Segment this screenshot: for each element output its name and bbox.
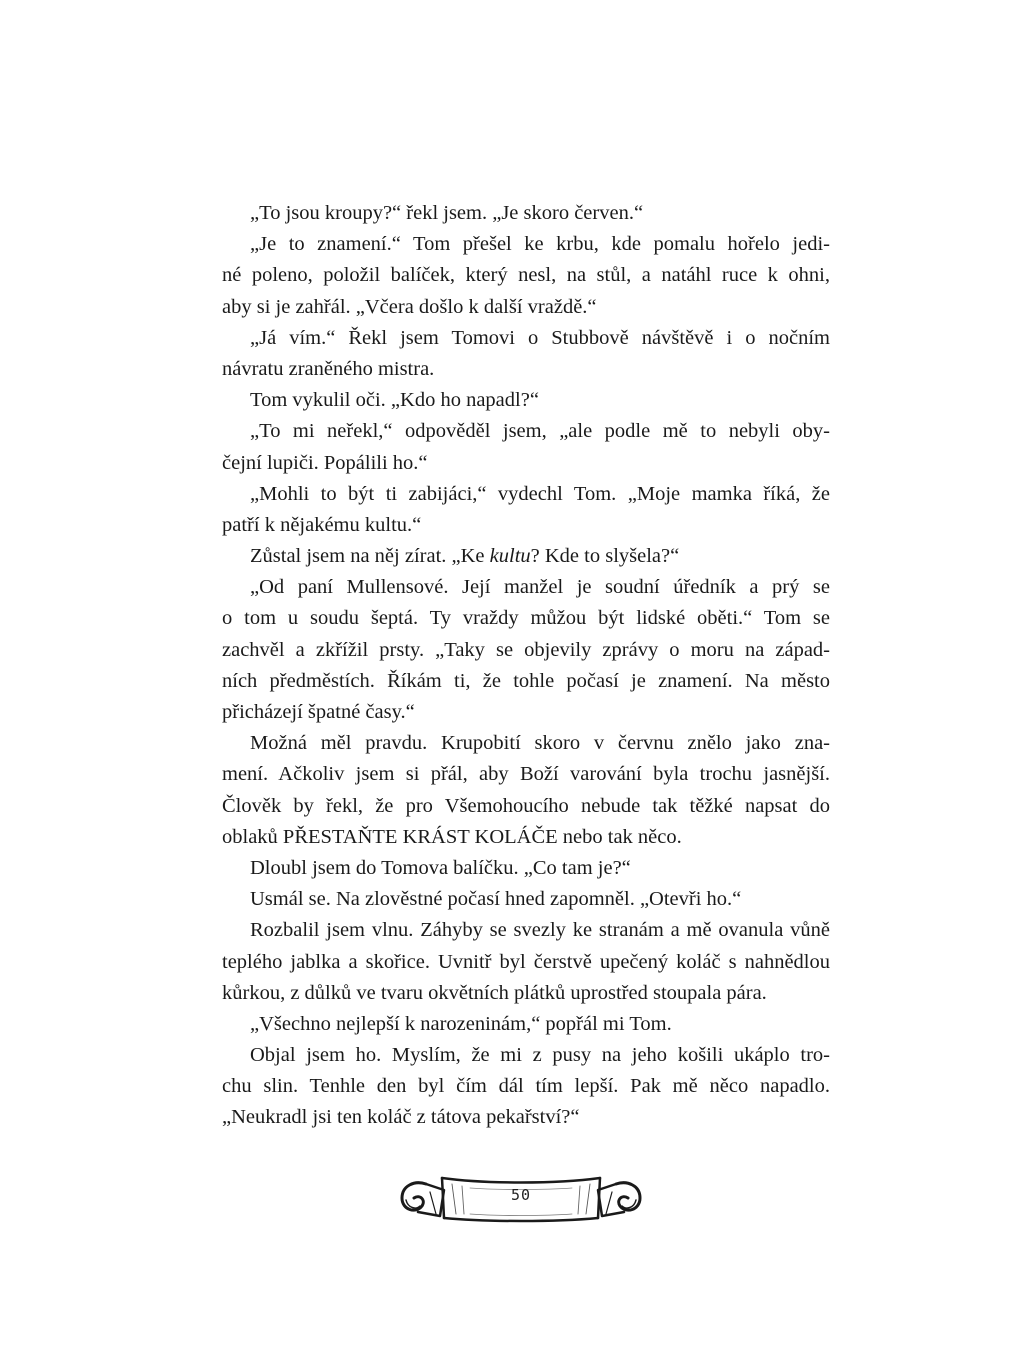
paragraph	[222, 853, 830, 884]
paragraph	[222, 1009, 830, 1040]
paragraph	[222, 884, 830, 915]
text-line	[222, 541, 830, 572]
text-line: „Mohli to být ti zabijáci,“ vydechl Tom. „Moje mamka říká, že	[250, 482, 830, 505]
text-line: Usmál se. Na zlověstné počasí hned zapomněl. „Otevři ho.“	[250, 888, 742, 911]
body-text	[222, 198, 830, 1134]
text-line: aby si je zahřál. „Včera došlo k další vraždě.“	[222, 295, 597, 318]
text-segment: Zůstal jsem na něj zírat. „Ke	[250, 545, 490, 568]
paragraph	[222, 915, 830, 1009]
text-line: mení. Ačkoliv jsem si přál, aby Boží varování byla trochu jasnější.	[222, 763, 830, 786]
text-line: chu slin. Tenhle den byl čím dál tím lepší. Pak mě něco napadlo.	[222, 1075, 830, 1098]
text-line: né poleno, položil balíček, který nesl, na stůl, a natáhl ruce k ohni,	[222, 264, 830, 287]
page-number-banner	[396, 1170, 646, 1236]
paragraph	[222, 198, 830, 229]
text-segment: ? Kde to slyšela?“	[530, 545, 680, 568]
text-line: přicházejí špatné časy.“	[222, 701, 415, 723]
text-line: oblaků PŘESTAŇTE KRÁST KOLÁČE nebo tak něco.	[222, 825, 682, 848]
text-line: „To jsou kroupy?“ řekl jsem. „Je skoro červen.“	[250, 202, 644, 224]
text-line: o tom u soudu šeptá. Ty vraždy můžou být lidské oběti.“ Tom se	[222, 607, 830, 630]
text-line: Rozbalil jsem vlnu. Záhyby se svezly ke stranám a mě ovanula vůně	[250, 919, 830, 942]
text-line: Dloubl jsem do Tomova balíčku. „Co tam je?“	[250, 856, 631, 879]
text-line: „Neukradl jsi ten koláč z tátova pekařství?“	[222, 1106, 580, 1129]
text-line: „Všechno nejlepší k narozeninám,“ popřál mi Tom.	[250, 1012, 672, 1035]
text-line: Možná měl pravdu. Krupobití skoro v červnu znělo jako zna-	[250, 732, 830, 755]
text-line: patří k nějakému kultu.“	[222, 513, 422, 536]
paragraph	[222, 385, 830, 416]
text-line: Tom vykulil oči. „Kdo ho napadl?“	[250, 389, 539, 412]
text-line: „Já vím.“ Řekl jsem Tomovi o Stubbově návštěvě i o nočním	[250, 326, 830, 349]
text-line: Člověk by řekl, že pro Všemohoucího nebude tak těžké napsat do	[222, 794, 830, 817]
paragraph	[222, 323, 830, 385]
paragraph	[222, 229, 830, 323]
text-line: „Od paní Mullensové. Její manžel je soudní úředník a prý se	[250, 576, 830, 599]
text-line: ních předměstích. Říkám ti, že tohle počasí je znamení. Na město	[222, 669, 830, 692]
text-line: návratu zraněného mistra.	[222, 357, 435, 380]
text-line: kůrkou, z důlků ve tvaru okvětních plátků uprostřed stoupala pára.	[222, 981, 767, 1004]
paragraph	[222, 728, 830, 853]
paragraph	[222, 541, 830, 572]
paragraph	[222, 572, 830, 728]
paragraph	[222, 479, 830, 541]
text-line: teplého jablka a skořice. Uvnitř byl čerstvě upečený koláč s nahnědlou	[222, 950, 830, 973]
text-line: zachvěl a zkřížil prsty. „Taky se objevily zprávy o moru na západ-	[222, 638, 830, 661]
text-line: Objal jsem ho. Myslím, že mi z pusy na jeho košili ukáplo tro-	[250, 1044, 830, 1067]
paragraph	[222, 416, 830, 478]
page-number: 50	[510, 1186, 532, 1204]
paragraph	[222, 1040, 830, 1134]
text-line: čejní lupiči. Popálili ho.“	[222, 451, 428, 474]
italic-word: kultu	[489, 545, 531, 568]
text-line: „To mi neřekl,“ odpověděl jsem, „ale podle mě to nebyli oby-	[250, 420, 830, 443]
text-line: „Je to znamení.“ Tom přešel ke krbu, kde pomalu hořelo jedi-	[250, 233, 830, 256]
